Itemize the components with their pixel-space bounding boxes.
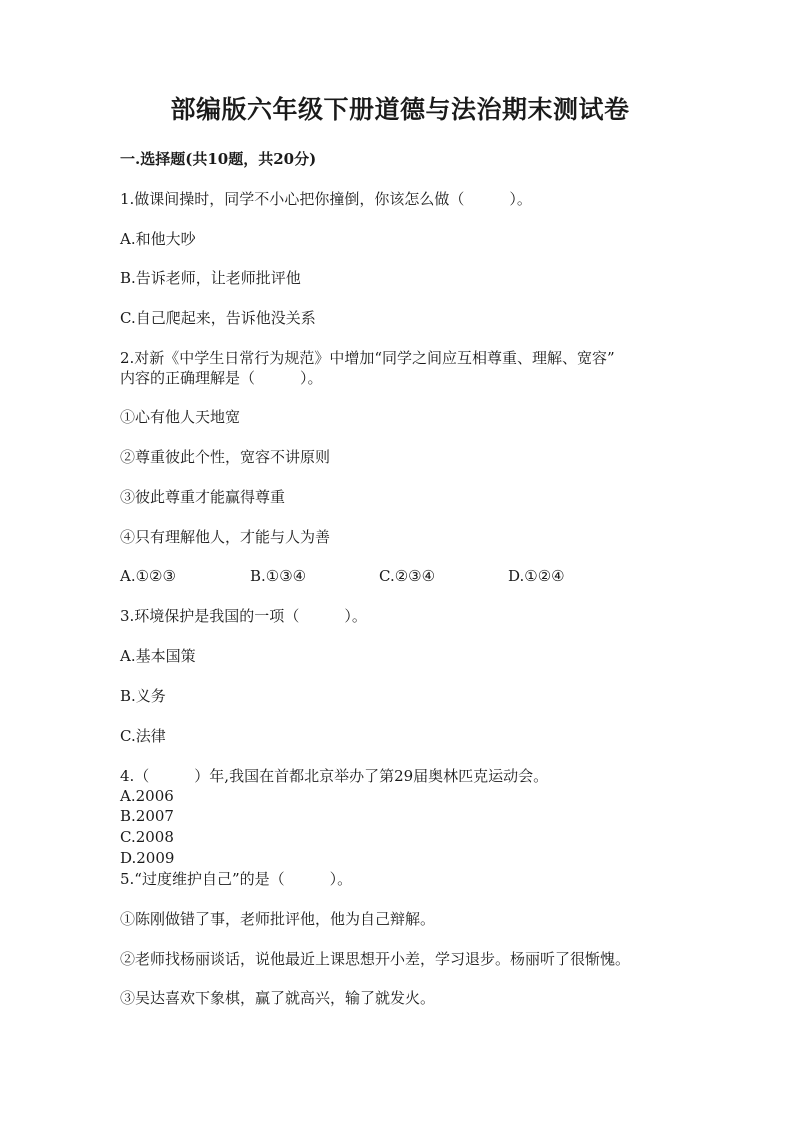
question-2-statement-4: ④只有理解他人，才能与人为善 <box>120 528 331 546</box>
question-1-stem: 1.做课间操时，同学不小心把你撞倒，你该怎么做（ ）。 <box>120 190 532 208</box>
section-heading: 一.选择题(共10题，共20分) <box>120 150 317 168</box>
question-3-option-a: A.基本国策 <box>120 647 196 665</box>
question-2-option-a: A.①②③ <box>120 567 176 585</box>
exam-title: 部编版六年级下册道德与法治期末测试卷 <box>170 95 630 124</box>
question-2-statement-3: ③彼此尊重才能赢得尊重 <box>120 488 286 506</box>
question-4-stem: 4.（ ）年,我国在首都北京举办了第29届奥林匹克运动会。 <box>120 767 549 785</box>
question-5-statement-1: ①陈刚做错了事，老师批评他，他为自己辩解。 <box>120 910 436 928</box>
question-2-option-c: C.②③④ <box>379 567 436 585</box>
question-5-statement-3: ③吴达喜欢下象棋，赢了就高兴，输了就发火。 <box>120 989 436 1007</box>
question-5-stem: 5.“过度维护自己”的是（ ）。 <box>120 870 353 888</box>
question-2-statement-1: ①心有他人天地宽 <box>120 408 241 426</box>
question-2-option-d: D.①②④ <box>508 567 565 585</box>
question-2-stem-line1: 2.对新《中学生日常行为规范》中增加“同学之间应互相尊重、理解、宽容” <box>120 349 615 367</box>
question-4-option-a: A.2006 <box>120 787 174 805</box>
question-2-statement-2: ②尊重彼此个性，宽容不讲原则 <box>120 448 331 466</box>
question-3-option-c: C.法律 <box>120 727 166 745</box>
question-3-option-b: B.义务 <box>120 687 166 705</box>
question-2-stem-line2: 内容的正确理解是（ ）。 <box>120 369 323 387</box>
question-4-option-b: B.2007 <box>120 807 174 825</box>
question-4-option-d: D.2009 <box>120 849 175 867</box>
question-5-statement-2: ②老师找杨丽谈话，说他最近上课思想开小差，学习退步。杨丽听了很惭愧。 <box>120 950 631 968</box>
question-3-stem: 3.环境保护是我国的一项（ ）。 <box>120 607 367 625</box>
question-2-option-b: B.①③④ <box>250 567 307 585</box>
question-1-option-a: A.和他大吵 <box>120 230 196 248</box>
question-1-option-b: B.告诉老师，让老师批评他 <box>120 269 301 287</box>
question-4-option-c: C.2008 <box>120 828 174 846</box>
question-1-option-c: C.自己爬起来，告诉他没关系 <box>120 309 316 327</box>
